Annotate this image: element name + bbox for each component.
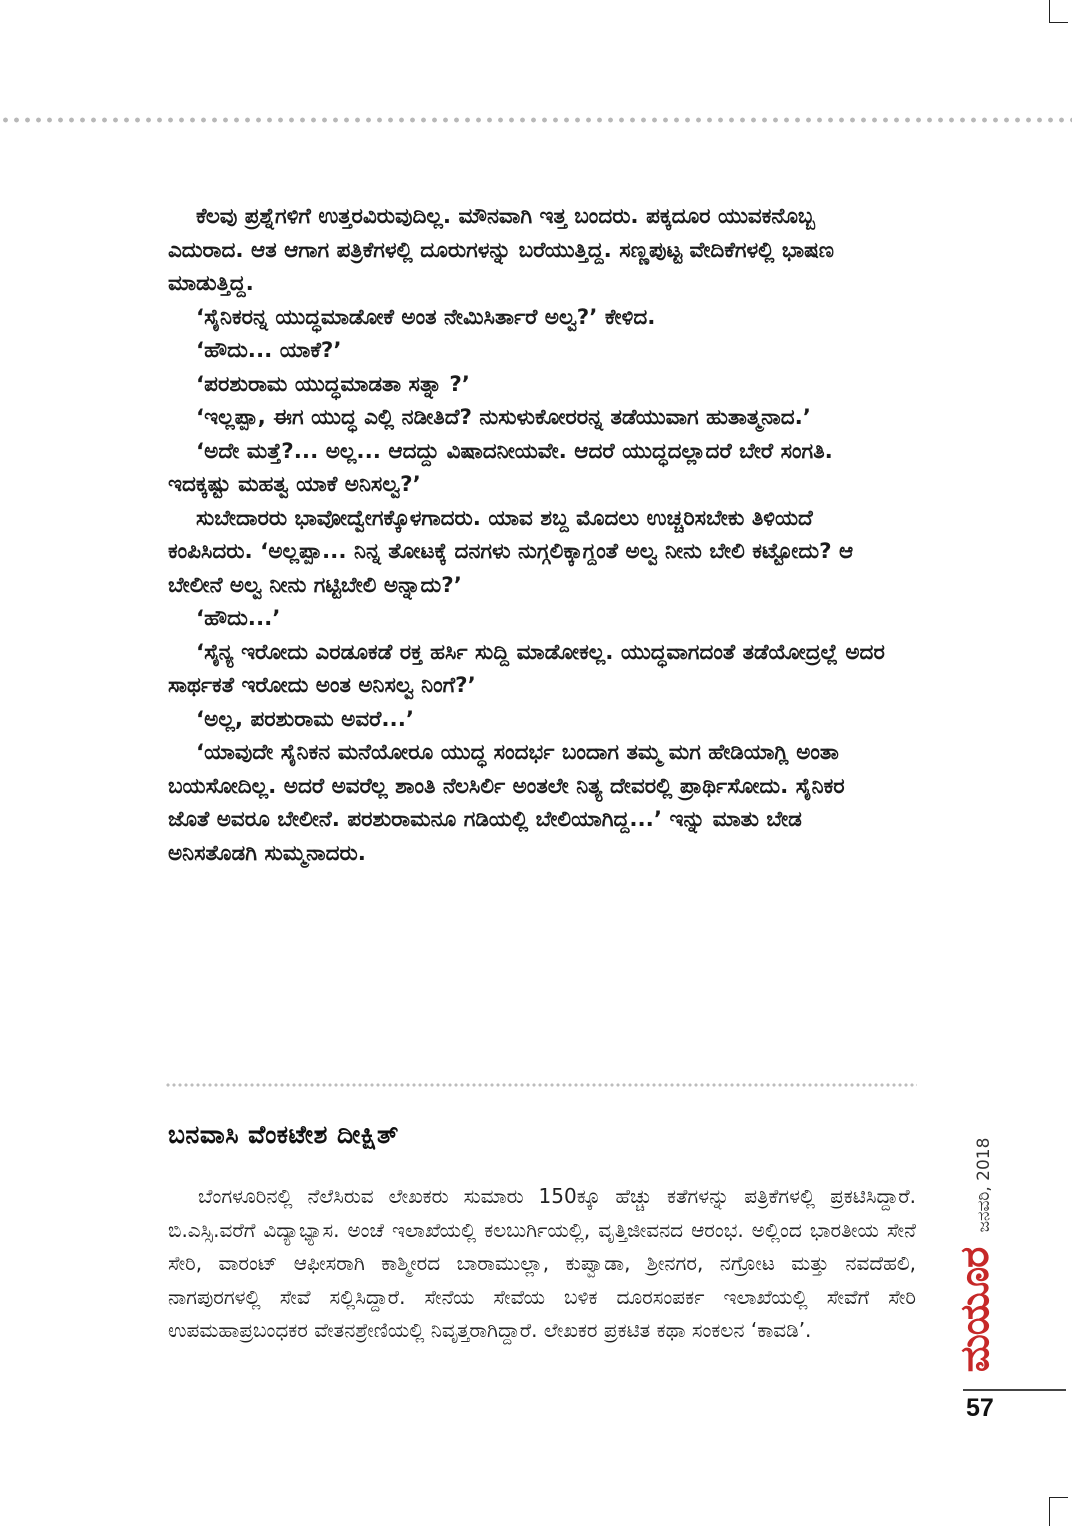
story-paragraph: ‘ಪರಶುರಾಮ ಯುದ್ಧಮಾಡತಾ ಸತ್ನಾ ?’ — [196, 371, 470, 397]
story-paragraph: ‘ಹೌದು... ಯಾಕೆ?’ — [196, 338, 342, 363]
story-paragraph: ‘ಇಲ್ಲಪ್ಪಾ, ಈಗ ಯುದ್ಧ ಎಲ್ಲಿ ನಡೀತಿದೆ? ನುಸುಳುಕೋರರನ್ನ ತಡೆಯುವಾಗ ಹುತಾತ್ಮನಾದ.’ — [196, 405, 811, 430]
page-number: 57 — [966, 1394, 994, 1422]
story-paragraph: ‘ಯಾವುದೇ ಸೈನಿಕನ ಮನೆಯೋರೂ ಯುದ್ಧ ಸಂದರ್ಭ ಬಂದಾಗ ತಮ್ಮ ಮಗ ಹೇಡಿಯಾಗ್ಲಿ ಅಂತಾ ಬಯಸೋದಿಲ್ಲ. ಅದರೆ ಅವರೆಲ್ಲ ಶಾಂತಿ ನೆಲಸಿರ್ಲಿ ಅಂತಲೇ ನಿತ್ಯ ದೇವರಲ್ಲಿ ಪ್ರಾರ್ಥಿಸೋದು. ಸೈನಿಕರ ಜೊತೆ ಅವರೂ ಬೇಲೀನೆ. ಪರಶುರಾಮನೂ ಗಡಿಯಲ್ಲಿ ಬೇಲಿಯಾಗಿದ್ದ...’ ಇನ್ನು ಮಾತು ಬೇಡ ಅನಿಸತೊಡಗಿ ಸುಮ್ಮನಾದರು. — [168, 740, 845, 866]
top-dotted-rule — [0, 117, 1072, 123]
story-paragraph: ಸುಬೇದಾರರು ಭಾವೋದ್ವೇಗಕ್ಕೊಳಗಾದರು. ಯಾವ ಶಬ್ದ ಮೊದಲು ಉಚ್ಚರಿಸಬೇಕು ತಿಳಿಯದೆ ಕಂಪಿಸಿದರು. ‘ಅಲ್ಲಪ್ಪಾ... ನಿನ್ನ ತೋಟಕ್ಕೆ ದನಗಳು ನುಗ್ಗಲಿಕ್ಕಾಗ್ದಂತೆ ಅಲ್ವ ನೀನು ಬೇಲಿ ಕಟ್ಟೋದು? ಆ ಬೇಲೀನೆ ಅಲ್ವ ನೀನು ಗಟ್ಟಿಬೇಲಿ ಅನ್ನಾದು?’ — [168, 505, 854, 598]
magazine-logo: ಮಯೂರ — [952, 1247, 998, 1373]
story-paragraph: ‘ಸೈನಿಕರನ್ನ ಯುದ್ಧಮಾಡೋಕೆ ಅಂತ ನೇಮಿಸಿರ್ತಾರೆ ಅಲ್ವ?’ ಕೇಳಿದ. — [196, 304, 656, 330]
author-name: ಬನವಾಸಿ ವೆಂಕಟೇಶ ದೀಕ್ಷಿತ್ — [168, 1120, 399, 1149]
author-bio: ಬೆಂಗಳೂರಿನಲ್ಲಿ ನೆಲೆಸಿರುವ ಲೇಖಕರು ಸುಮಾರು 150ಕ್ಕೂ ಹೆಚ್ಚು ಕತೆಗಳನ್ನು ಪತ್ರಿಕೆಗಳಲ್ಲಿ ಪ್ರಕಟಿಸಿದ್ದಾರೆ. ಬಿ.ಎಸ್ಸಿ.ವರೆಗೆ ವಿದ್ಯಾಭ್ಯಾಸ. ಅಂಚೆ ಇಲಾಖೆಯಲ್ಲಿ ಕಲಬುರ್ಗಿಯಲ್ಲಿ, ವೃತ್ತಿಜೀವನದ ಆರಂಭ. ಅಲ್ಲಿಂದ ಭಾರತೀಯ ಸೇನೆ ಸೇರಿ, ವಾರಂಟ್ ಆಫೀಸರಾಗಿ ಕಾಶ್ಮೀರದ ಬಾರಾಮುಲ್ಲಾ, ಕುಪ್ವಾಡಾ, ಶ್ರೀನಗರ, ನಗ್ರೋಟ ಮತ್ತು ನವದೆಹಲಿ, ನಾಗಪುರಗಳಲ್ಲಿ ಸೇವೆ ಸಲ್ಲಿಸಿದ್ದಾರೆ. ಸೇನೆಯ ಸೇವೆಯ ಬಳಿಕ ದೂರಸಂಪರ್ಕ ಇಲಾಖೆಯಲ್ಲಿ ಸೇವೆಗೆ ಸೇರಿ ಉಪಮಹಾಪ್ರಬಂಧಕರ ವೇತನಶ್ರೇಣಿಯಲ್ಲಿ ನಿವೃತ್ತರಾಗಿದ್ದಾರೆ. ಲೇಖಕರ ಪ್ರಕಟಿತ ಕಥಾ ಸಂಕಲನ ‘ಕಾವಡಿ’. — [168, 1184, 916, 1343]
story-paragraph: ‘ಸೈನ್ಯ ಇರೋದು ಎರಡೂಕಡೆ ರಕ್ತ ಹರ್ಸಿ ಸುದ್ದಿ ಮಾಡೋಕಲ್ಲ. ಯುದ್ಧವಾಗದಂತೆ ತಡೆಯೋದ್ರಲ್ಲೆ ಅದರ ಸಾರ್ಥಕತೆ ಇರೋದು ಅಂತ ಅನಿಸಲ್ವ ನಿಂಗೆ?’ — [168, 639, 885, 698]
crop-mark-bottom — [1049, 1497, 1068, 1526]
story-paragraph: ಕೆಲವು ಪ್ರಶ್ನೆಗಳಿಗೆ ಉತ್ತರವಿರುವುದಿಲ್ಲ. ಮೌನವಾಗಿ ಇತ್ತ ಬಂದರು. ಪಕ್ಕದೂರ ಯುವಕನೊಬ್ಬ ಎದುರಾದ. ಆತ ಆಗಾಗ ಪತ್ರಿಕೆಗಳಲ್ಲಿ ದೂರುಗಳನ್ನು ಬರೆಯುತ್ತಿದ್ದ. ಸಣ್ಣಪುಟ್ಟ ವೇದಿಕೆಗಳಲ್ಲಿ ಭಾಷಣ ಮಾಡುತ್ತಿದ್ದ. — [168, 204, 835, 296]
crop-mark-top — [1049, 0, 1068, 23]
issue-date: ಜನವರಿ, 2018 — [974, 1137, 994, 1233]
page-number-rule — [963, 1389, 1066, 1391]
story-paragraph: ‘ಹೌದು...’ — [196, 606, 281, 631]
story-paragraph: ‘ಅಲ್ಲ, ಪರಶುರಾಮ ಅವರೆ...’ — [196, 706, 415, 732]
story-text — [168, 200, 888, 870]
section-dotted-rule — [165, 1083, 917, 1087]
story-paragraph: ‘ಅದೇ ಮತ್ತೆ?... ಅಲ್ಲ... ಆದದ್ದು ವಿಷಾದನೀಯವೇ. ಆದರೆ ಯುದ್ಧದಲ್ಲಾದರೆ ಬೇರೆ ಸಂಗತಿ. ಇದಕ್ಕಷ್ಟು ಮಹತ್ವ ಯಾಕೆ ಅನಿಸಲ್ವ?’ — [168, 438, 833, 497]
